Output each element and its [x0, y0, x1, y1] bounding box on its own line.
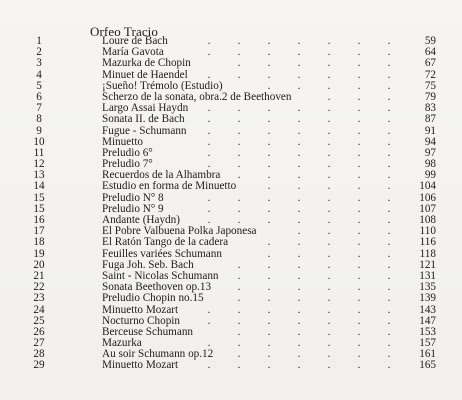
entry-title: Fugue - Schumann	[102, 124, 187, 137]
toc-entry	[0, 126, 462, 137]
entry-number: 27	[33, 337, 45, 350]
entry-page-number: 153	[419, 325, 436, 338]
entry-number: 22	[33, 281, 45, 294]
entry-page-number: 97	[424, 146, 436, 159]
entry-page-number: 157	[419, 337, 436, 350]
entry-title: Minuetto Mozart	[102, 303, 179, 316]
leader-dots: . . . . . . .	[207, 125, 391, 137]
toc-entry	[0, 349, 462, 360]
entry-page-number: 108	[419, 214, 436, 226]
leader-dots: . . . . . . .	[207, 360, 391, 372]
entry-title: Estudio en forma de Minuetto	[102, 180, 237, 193]
entry-page-number: 91	[424, 124, 436, 137]
entry-number: 25	[33, 314, 45, 327]
leader-dots: . . . . . .	[237, 170, 391, 182]
leader-dots: . . . . . .	[237, 282, 391, 294]
entry-title: Preludio N° 9	[102, 202, 164, 215]
entry-number: 15	[33, 202, 45, 215]
entry-title: Sonata II. de Bach	[102, 113, 185, 126]
entry-number: 23	[33, 292, 45, 305]
entry-title: Andante (Haydn)	[102, 214, 180, 226]
entry-number: 10	[33, 135, 45, 148]
leader-dots: . . . . . . .	[207, 315, 391, 327]
entry-title: Minuetto Mozart	[102, 359, 179, 372]
entry-number: 21	[33, 269, 45, 282]
entry-title: El Pobre Valbuena Polka Japonesa	[102, 225, 257, 238]
toc-entry	[0, 58, 462, 69]
entry-number: 18	[33, 236, 45, 249]
leader-dots: . . . . . . .	[207, 192, 391, 204]
leader-dots: . . . . . .	[237, 58, 391, 70]
entry-number: 4	[36, 68, 42, 81]
entry-title: Preludio N° 8	[102, 191, 164, 204]
entry-number: 7	[36, 102, 42, 115]
leader-dots: . . . . . .	[237, 270, 391, 282]
toc-entry	[0, 204, 462, 215]
entry-title: El Ratón Tango de la cadera	[102, 236, 229, 249]
entry-title: Preludio 7°	[102, 158, 153, 171]
leader-dots: . . . . . . .	[207, 338, 391, 350]
entry-number: 24	[33, 303, 45, 316]
entry-number: 16	[33, 214, 45, 226]
entry-page-number: 98	[424, 158, 436, 171]
entry-number: 17	[33, 225, 45, 238]
entry-number: 28	[33, 348, 45, 361]
entry-page-number: 104	[419, 180, 436, 193]
entry-number: 9	[36, 124, 42, 137]
entry-page-number: 143	[419, 303, 436, 316]
entry-number: 8	[36, 113, 42, 126]
toc-entry	[0, 114, 462, 125]
toc-entry	[0, 237, 462, 248]
toc-entry	[0, 271, 462, 282]
entry-page-number: 121	[419, 258, 436, 271]
toc-entry	[0, 148, 462, 159]
entry-title: Scherzo de la sonata, obra.2 de Beethoven	[102, 90, 292, 103]
toc-entry	[0, 159, 462, 170]
leader-dots: . . .	[327, 91, 391, 103]
entry-page-number: 107	[419, 202, 436, 215]
toc-entry	[0, 316, 462, 327]
toc-entry	[0, 70, 462, 81]
entry-title: Nocturno Chopin	[102, 314, 180, 327]
toc-entry	[0, 226, 462, 237]
entry-title: Minuetto	[102, 135, 144, 148]
leader-dots: . . . . . .	[237, 349, 391, 361]
entry-number: 12	[33, 158, 45, 171]
entry-title: María Gavota	[102, 46, 164, 59]
entry-page-number: 165	[419, 359, 436, 372]
toc-entry	[0, 193, 462, 204]
toc-entry	[0, 293, 462, 304]
entry-number: 15	[33, 191, 45, 204]
toc-entry	[0, 181, 462, 192]
entry-number: 29	[33, 359, 45, 372]
entry-page-number: 116	[419, 236, 436, 249]
toc-entry	[0, 338, 462, 349]
toc-entry	[0, 260, 462, 271]
leader-dots: . . . . .	[267, 248, 391, 260]
toc-entry	[0, 137, 462, 148]
entry-title: Loure de Bach	[102, 35, 168, 47]
entry-page-number: 75	[424, 79, 436, 92]
entry-title: Sonata Beethoven op.13	[102, 281, 212, 294]
entry-title: Mazurka de Chopin	[102, 57, 191, 70]
entry-title: Berceuse Schumann	[102, 325, 194, 338]
entry-page-number: 147	[419, 314, 436, 327]
entry-title: Au soir Schumann op.12	[102, 348, 214, 361]
entry-title: Fuga Joh. Seb. Bach	[102, 258, 194, 271]
entry-number: 5	[36, 79, 42, 92]
toc-entry	[0, 36, 462, 47]
entry-number: 20	[33, 258, 45, 271]
leader-dots: . . . . . . .	[207, 103, 391, 115]
entry-title: Preludio 6°	[102, 146, 153, 159]
leader-dots: . . . . . . .	[207, 215, 391, 226]
section-heading: Orfeo Tracio	[90, 24, 158, 39]
entry-page-number: 67	[424, 57, 436, 70]
entry-page-number: 94	[424, 135, 436, 148]
toc-entry	[0, 103, 462, 114]
toc-entry	[0, 305, 462, 316]
leader-dots: . . . . .	[267, 237, 391, 249]
entry-page-number: 135	[419, 281, 436, 294]
entry-title: Recuerdos de la Alhambra	[102, 169, 221, 182]
entry-page-number: 87	[424, 113, 436, 126]
toc-entry	[0, 92, 462, 103]
entry-number: 6	[36, 90, 42, 103]
entry-page-number: 72	[424, 68, 436, 81]
toc-entry	[0, 47, 462, 58]
toc-entry	[0, 327, 462, 338]
leader-dots: . . . . . . .	[207, 69, 391, 81]
entry-title: Mazurka	[102, 337, 142, 350]
entry-page-number: 59	[424, 35, 436, 47]
entry-page-number: 161	[419, 348, 436, 361]
entry-page-number: 139	[419, 292, 436, 305]
entry-number: 13	[33, 169, 45, 182]
leader-dots: . . . . .	[267, 181, 391, 193]
entry-number: 3	[36, 57, 42, 70]
entry-number: 19	[33, 247, 45, 260]
table-of-contents	[0, 36, 462, 372]
leader-dots: . . . . . . .	[207, 114, 391, 126]
toc-entry	[0, 360, 462, 371]
entry-title: Preludio Chopin no.15	[102, 292, 204, 305]
entry-number: 14	[33, 180, 45, 193]
leader-dots: . . . . . . .	[207, 147, 391, 159]
entry-page-number: 83	[424, 102, 436, 115]
entry-page-number: 131	[419, 269, 436, 282]
leader-dots: . . . . . .	[237, 326, 391, 338]
entry-number: 2	[36, 46, 42, 59]
leader-dots: . . . . . . .	[207, 159, 391, 171]
entry-title: Largo Assai Haydn	[102, 102, 189, 115]
leader-dots: . . . . .	[267, 80, 391, 92]
entry-page-number: 99	[424, 169, 436, 182]
entry-number: 26	[33, 325, 45, 338]
entry-number: 1	[36, 35, 42, 47]
toc-entry	[0, 282, 462, 293]
leader-dots: . . . . . . .	[207, 136, 391, 148]
entry-page-number: 64	[424, 46, 436, 59]
entry-page-number: 79	[424, 90, 436, 103]
leader-dots: . . . .	[297, 226, 391, 238]
leader-dots: . . . . . . .	[207, 203, 391, 215]
entry-page-number: 118	[419, 247, 436, 260]
toc-entry	[0, 249, 462, 260]
leader-dots: . . . . . . .	[207, 304, 391, 316]
entry-page-number: 106	[419, 191, 436, 204]
entry-title: ¡Sueño! Trémolo (Estudio)	[102, 79, 223, 92]
leader-dots: . . . . . . .	[207, 47, 391, 59]
entry-title: Minuet de Haendel	[102, 68, 188, 81]
entry-page-number: 110	[419, 225, 436, 238]
entry-title: Feuilles variées Schumann	[102, 247, 222, 260]
leader-dots: . . . . . .	[237, 259, 391, 271]
leader-dots: . . . . . . .	[207, 36, 391, 47]
entry-title: Saint - Nicolas Schumann	[102, 269, 219, 282]
leader-dots: . . . . . .	[237, 293, 391, 305]
entry-number: 11	[33, 146, 45, 159]
